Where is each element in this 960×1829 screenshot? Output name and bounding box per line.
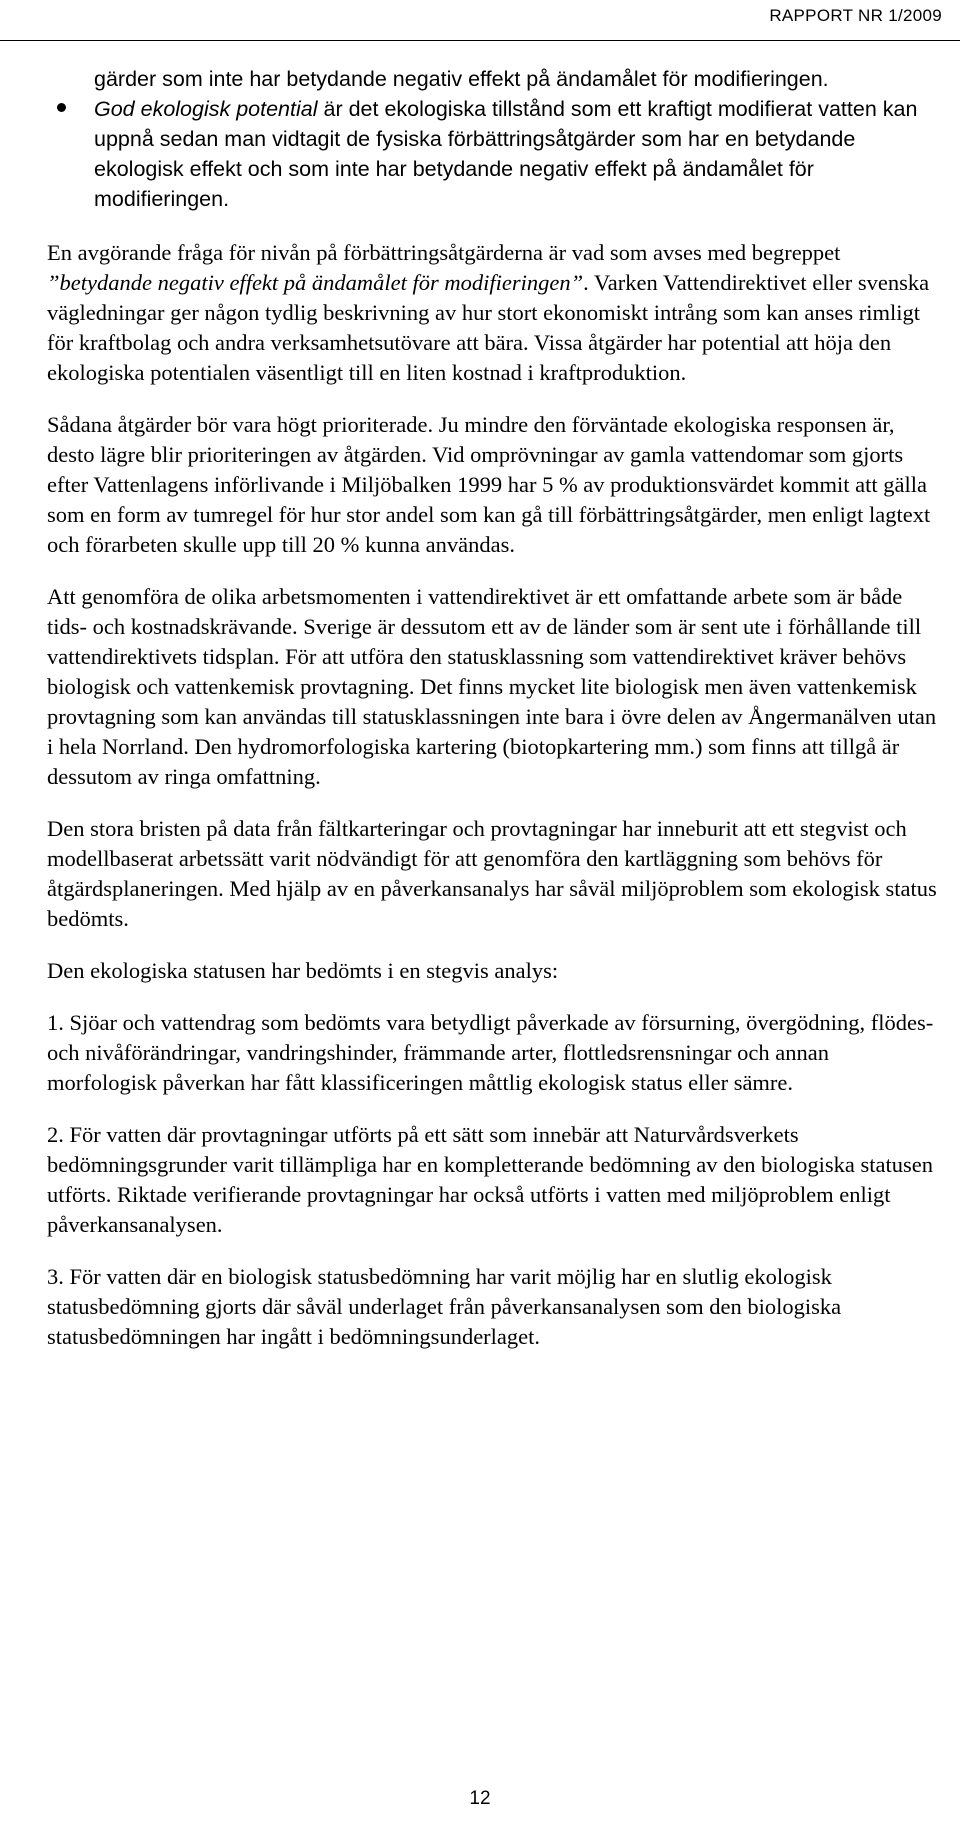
paragraph-1: [47, 238, 941, 388]
continued-bullet-text: gärder som inte har betydande negativ effekt på ändamålet för modifieringen.: [94, 67, 829, 91]
header-rule: [0, 40, 960, 41]
paragraph-5: Den ekologiska statusen har bedömts i en stegvis analys:: [47, 958, 559, 983]
bullet-item: [47, 94, 941, 214]
page-header: [0, 0, 960, 40]
bullet-icon: [57, 103, 66, 112]
analysis-step-2: 2. För vatten där provtagningar utförts på ett sätt som innebär att Naturvårdsverkets bedömningsgrunder varit tillämpliga har en kompletterande bedömning av den biologiska statusen utförts. Riktade verifierande provtagningar har också utförts i vatten med miljöproblem enligt påverkansanalysen.: [47, 1122, 934, 1237]
page-content: [47, 64, 941, 1352]
report-number: RAPPORT NR 1/2009: [769, 6, 942, 25]
page-number: 12: [469, 1788, 491, 1809]
analysis-step-1: 1. Sjöar och vattendrag som bedömts vara betydligt påverkade av försurning, övergödning, flödes- och nivåförändringar, vandringshinder, främmande arter, flottledsrensningar och annan morfologisk påverkan har fått klassificeringen måttlig ekologisk status eller sämre.: [47, 1010, 934, 1095]
paragraph-1-end: . Varken Vattendirektivet eller svenska vägledningar ger någon tydlig beskrivning av hur stort ekonomiskt intrång som kan anses rimligt för kraftbolag och andra verksamhetsutövare att bära. Vissa åtgärder har potential att höja den ekologiska potentialen väsentligt till en liten kostnad i kraftproduktion.: [47, 270, 930, 385]
paragraph-1-start: En avgörande fråga för nivån på förbättringsåtgärderna är vad som avses med begreppet: [47, 240, 841, 265]
paragraph-1-quote: ”betydande negativ effekt på ändamålet för modifieringen”: [47, 270, 584, 295]
bullet-term: God ekologisk potential: [94, 97, 318, 121]
bullet-text: [94, 94, 941, 214]
bullet-body: är det ekologiska tillstånd som ett kraftigt modifierat vatten kan uppnå sedan man vidtagit de fysiska förbättringsåtgärder som har en betydande ekologisk effekt och som inte har betydande negativ effekt på ändamålet för modifieringen.: [94, 97, 918, 211]
paragraph-2: Sådana åtgärder bör vara högt prioriterade. Ju mindre den förväntade ekologiska responsen är, desto lägre blir prioriteringen av åtgärden. Vid omprövningar av gamla vattendomar som gjorts efter Vattenlagens införlivande i Miljöbalken 1999 har 5 % av produktionsvärdet kommit att gälla som en form av tumregel för hur stor andel som kan gå till förbättringsåtgärder, men enligt lagtext och förarbeten skulle upp till 20 % kunna användas.: [47, 412, 931, 557]
paragraph-4: Den stora bristen på data från fältkarteringar och provtagningar har inneburit att ett stegvist och modellbaserat arbetssätt varit nödvändigt för att genomföra den kartläggning som behövs för åtgärdsplaneringen. Med hjälp av en påverkansanalys har såväl miljöproblem som ekologisk status bedömts.: [47, 816, 937, 931]
analysis-step-3: 3. För vatten där en biologisk statusbedömning har varit möjlig har en slutlig ekologisk statusbedömning gjorts där såväl underlaget från påverkansanalysen som den biologiska statusbedömningen har ingått i bedömningsunderlaget.: [47, 1264, 842, 1349]
paragraph-3: Att genomföra de olika arbetsmomenten i vattendirektivet är ett omfattande arbete som är både tids- och kostnadskrävande. Sverige är dessutom ett av de länder som är sent ute i förhållande till vattendirektivets tidsplan. För att utföra den statusklassning som vattendirektivet kräver behövs biologisk och vattenkemisk provtagning. Det finns mycket lite biologisk men även vattenkemisk provtagning som kan användas till statusklassningen inte bara i övre delen av Ångermanälven utan i hela Norrland. Den hydromorfologiska kartering (biotopkartering mm.) som finns att tillgå är dessutom av ringa omfattning.: [47, 584, 937, 789]
